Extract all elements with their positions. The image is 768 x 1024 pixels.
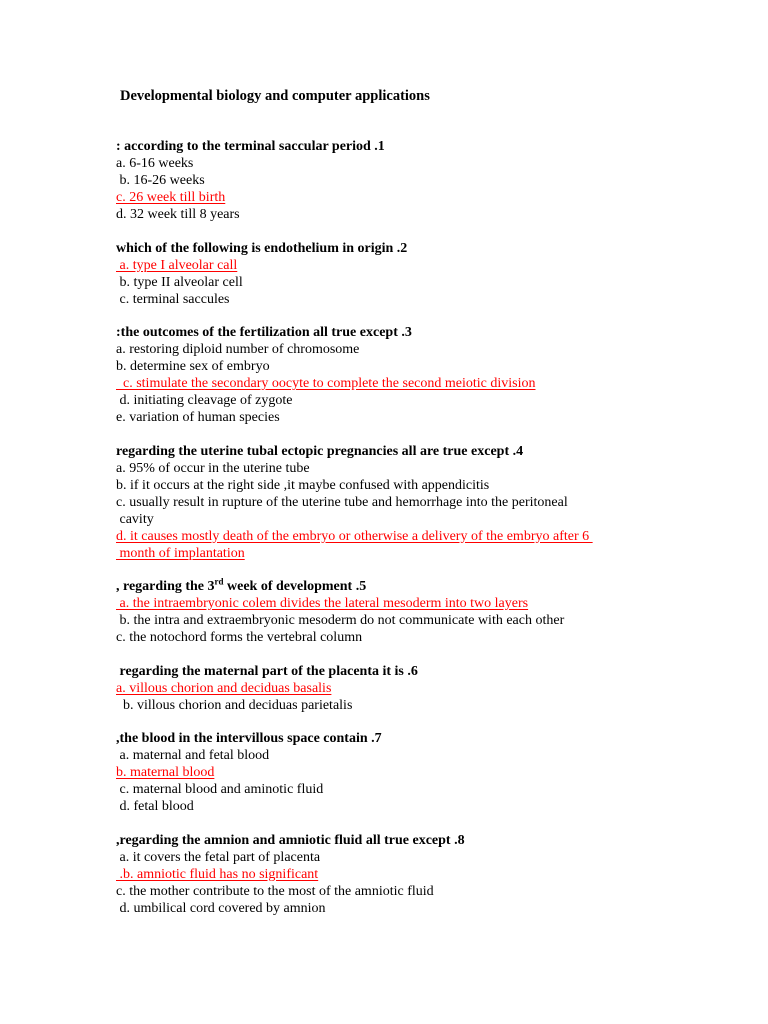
answer-option: b. determine sex of embryo — [116, 359, 270, 374]
document-title: Developmental biology and computer applications — [120, 88, 430, 104]
answer-option: b. if it occurs at the right side ,it maybe confused with appendicitis — [116, 477, 490, 493]
question-text-end: week of development .5 — [223, 579, 367, 594]
question-text: :the outcomes of the fertilization all true except .3 — [116, 325, 412, 340]
answer-option: a. it covers the fetal part of placenta — [116, 849, 321, 865]
question-text: regarding the uterine tubal ectopic pregnancies all are true except .4 — [116, 443, 524, 459]
answer-option: a. maternal and fetal blood — [116, 748, 270, 763]
answer-option: c. the mother contribute to the most of the amniotic fluid — [116, 883, 434, 899]
answer-option: c. terminal saccules — [116, 291, 230, 307]
question-text — [116, 578, 656, 595]
question-3 — [116, 324, 656, 426]
answer-option: b. villous chorion and deciduas parietalis — [116, 697, 353, 713]
question-text: ,regarding the amnion and amniotic fluid all true except .8 — [116, 832, 465, 848]
question-text: regarding the maternal part of the placenta it is .6 — [116, 663, 418, 679]
question-6 — [116, 663, 656, 714]
correct-answer-option: .b. amniotic fluid has no significant — [116, 866, 319, 882]
question-5 — [116, 578, 656, 646]
ordinal-superscript: rd — [214, 576, 224, 587]
answer-option: b. 16-26 weeks — [116, 173, 205, 188]
question-text: : according to the terminal saccular period .1 — [116, 139, 385, 154]
answer-option: c. the notochord forms the vertebral column — [116, 630, 363, 645]
correct-answer-option: c. 26 week till birth — [116, 190, 226, 205]
correct-answer-option: b. maternal blood — [116, 765, 215, 780]
question-4 — [116, 443, 656, 562]
question-8 — [116, 832, 656, 917]
question-2 — [116, 240, 656, 308]
correct-answer-option: a. villous chorion and deciduas basalis — [116, 680, 332, 696]
correct-answer-option: d. it causes mostly death of the embryo or otherwise a delivery of the embryo after 6 month of implantation — [116, 528, 590, 561]
question-list — [116, 138, 656, 933]
question-text: which of the following is endothelium in origin .2 — [116, 240, 408, 256]
correct-answer-option: c. stimulate the secondary oocyte to complete the second meiotic division — [116, 376, 536, 391]
question-1 — [116, 138, 656, 223]
answer-option: d. umbilical cord covered by amnion — [116, 900, 326, 916]
correct-answer-option: a. type I alveolar call — [116, 257, 238, 273]
answer-option: c. maternal blood and aminotic fluid — [116, 782, 324, 797]
answer-option: d. fetal blood — [116, 799, 194, 814]
answer-option: a. restoring diploid number of chromosome — [116, 342, 360, 357]
answer-option: b. the intra and extraembryonic mesoderm do not communicate with each other — [116, 613, 565, 628]
answer-option: a. 95% of occur in the uterine tube — [116, 460, 310, 476]
answer-option: b. type II alveolar cell — [116, 274, 243, 290]
question-text-start: , regarding the 3 — [116, 579, 215, 594]
answer-option: e. variation of human species — [116, 410, 280, 425]
answer-option: d. 32 week till 8 years — [116, 207, 240, 222]
answer-option: c. usually result in rupture of the uterine tube and hemorrhage into the peritoneal cavity — [116, 494, 568, 527]
answer-option: a. 6-16 weeks — [116, 156, 194, 171]
correct-answer-option: a. the intraembryonic colem divides the lateral mesoderm into two layers — [116, 596, 529, 611]
question-text: ,the blood in the intervillous space contain .7 — [116, 731, 382, 746]
answer-option: d. initiating cleavage of zygote — [116, 393, 293, 408]
question-7 — [116, 730, 656, 815]
